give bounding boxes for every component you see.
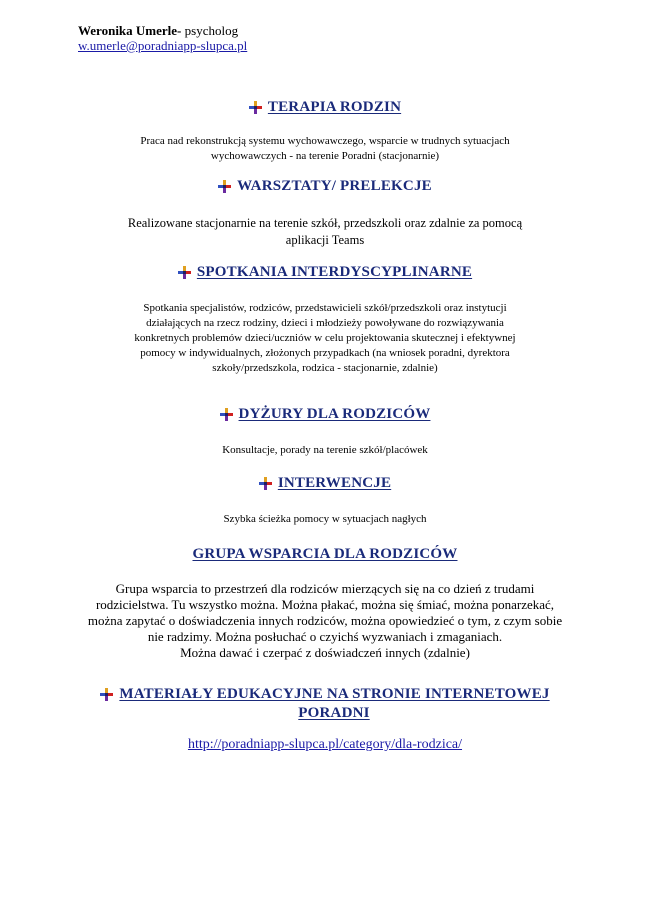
section-heading [192, 546, 457, 563]
description-line: Można dawać i czerpać z doświadczeń innych (zdalnie) [180, 645, 470, 660]
section-description [85, 443, 565, 458]
section-title: DYŻURY DLA RODZICÓW [238, 406, 431, 422]
colored-diamond-bullet-icon [259, 477, 272, 490]
section-spotkania-interdyscyplinarne [0, 264, 650, 376]
section-description [65, 581, 585, 661]
author-header [78, 23, 247, 53]
section-description [85, 301, 565, 376]
section-title-line1: MATERIAŁY EDUKACYJNE NA STRONIE INTERNETOWEJ [119, 686, 550, 702]
section-dyzury-dla-rodzicow [0, 406, 650, 458]
section-heading [249, 99, 401, 116]
section-description [85, 215, 565, 249]
section-heading [218, 178, 432, 195]
colored-diamond-bullet-icon [220, 408, 233, 421]
author-role: psycholog [181, 23, 239, 38]
section-grupa-wsparcia [0, 545, 650, 661]
section-heading [259, 475, 391, 492]
section-title: SPOTKANIA INTERDYSCYPLINARNE [196, 264, 473, 280]
section-title-line2: PORADNI [298, 705, 370, 721]
colored-diamond-bullet-icon [218, 180, 231, 193]
section-description [95, 134, 555, 164]
description-line: Konsultacje, porady na terenie szkół/placówek [222, 444, 428, 456]
author-line [78, 23, 247, 38]
section-description [85, 512, 565, 527]
resource-url-link[interactable]: http://poradniapp-slupca.pl/category/dla-rodzica/ [187, 737, 463, 752]
description-line: pomocy w indywidualnych, złożonych przypadkach (na wniosek poradni, dyrektora [140, 347, 510, 359]
section-heading [220, 406, 431, 423]
description-line: Grupa wsparcia to przestrzeń dla rodziców mierzących się na co dzień z trudami [115, 581, 535, 596]
description-line: Realizowane stacjonarnie na terenie szkół, przedszkoli oraz zdalnie za pomocą [127, 216, 523, 230]
author-name: Weronika Umerle- [78, 23, 182, 38]
section-heading [100, 686, 549, 722]
section-warsztaty-prelekcje [0, 178, 650, 249]
description-line: aplikacji Teams [285, 233, 365, 247]
description-line: rodzicielstwa. Tu wszystko można. Można płakać, można się śmiać, można ponarzekać, [95, 597, 555, 612]
section-title: WARSZTATY/ PRELEKCJE [237, 178, 432, 194]
description-line: konkretnych problemów dzieci/uczniów w celu projektowania skutecznej i efektywnej [134, 332, 516, 344]
section-materialy-edukacyjne [0, 686, 650, 753]
section-terapia-rodzin [0, 99, 650, 164]
section-title: TERAPIA RODZIN [267, 99, 402, 115]
description-line: nie radzimy. Można posłuchać o czyichś wyzwaniach i zmaganiach. [147, 629, 503, 644]
resource-link-row [0, 735, 650, 753]
description-line: wychowawczych - na terenie Poradni (stacjonarnie) [210, 150, 440, 162]
colored-diamond-bullet-icon [100, 688, 113, 701]
description-line: Spotkania specjalistów, rodziców, przedstawicieli szkół/przedszkoli oraz instytucji [143, 302, 507, 314]
description-line: Praca nad rekonstrukcją systemu wychowawczego, wsparcie w trudnych sytuacjach [140, 135, 510, 147]
description-line: Szybka ścieżka pomocy w sytuacjach nagłych [223, 513, 427, 525]
section-title: GRUPA WSPARCIA DLA RODZICÓW [192, 546, 458, 562]
section-heading [178, 264, 472, 281]
description-line: szkoły/przedszkola, rodzica - stacjonarnie, zdalnie) [212, 362, 438, 374]
colored-diamond-bullet-icon [178, 266, 191, 279]
description-line: działających na rzecz rodziny, dzieci i młodzieży powoływane do rozwiązywania [146, 317, 504, 329]
section-title-row [100, 686, 549, 703]
colored-diamond-bullet-icon [249, 101, 262, 114]
description-line: można zapytać o doświadczenia innych rodziców, można opowiedzieć o tym, z czym sobie [87, 613, 563, 628]
section-title: INTERWENCJE [277, 475, 392, 491]
section-interwencje [0, 475, 650, 527]
author-email-link[interactable]: w.umerle@poradniapp-slupca.pl [78, 38, 248, 53]
